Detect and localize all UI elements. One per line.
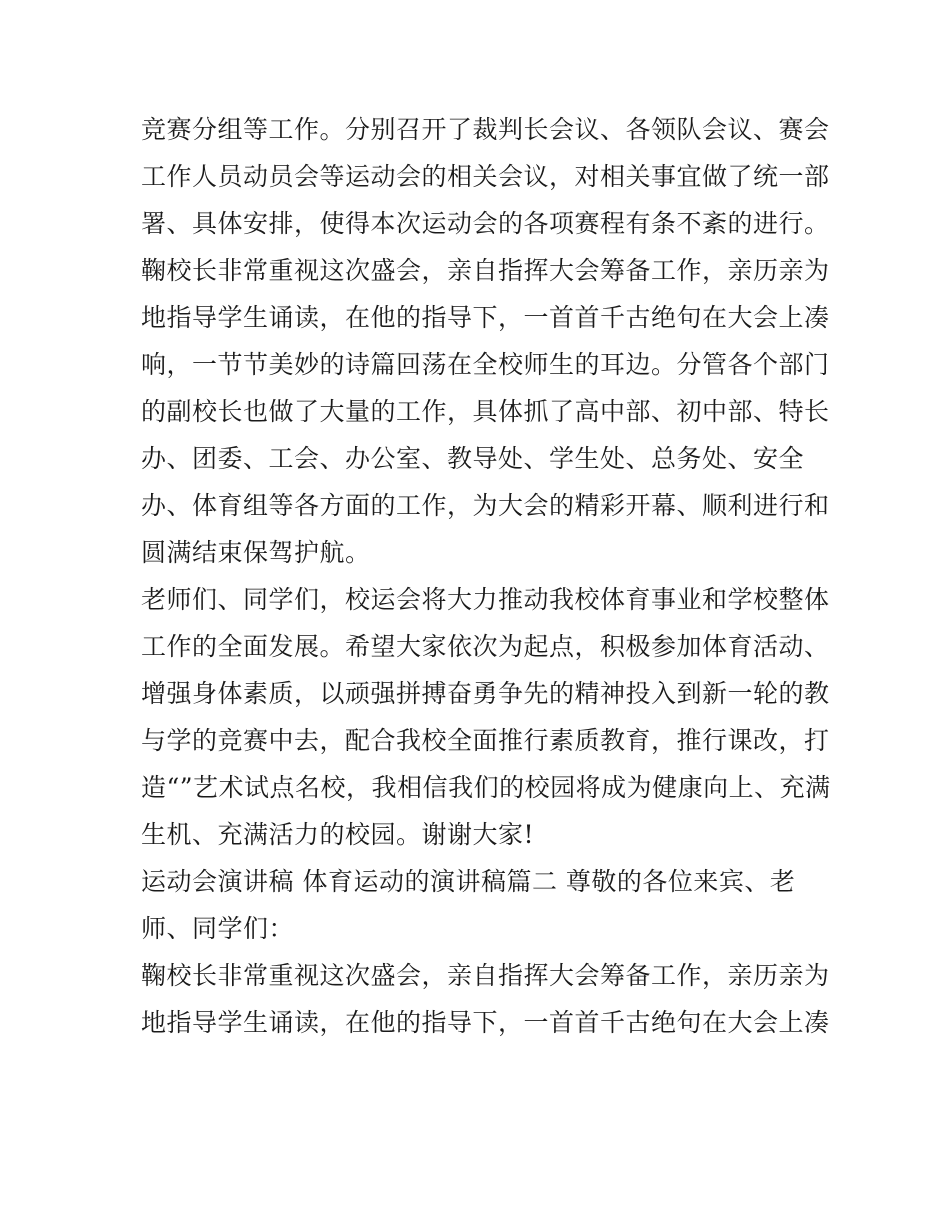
- text-line: 生机、充满活力的校园。谢谢大家!: [141, 820, 535, 849]
- text-line: 署、具体安排，使得本次运动会的各项赛程有条不紊的进行。: [141, 209, 830, 238]
- text-line: 的副校长也做了大量的工作，具体抓了高中部、初中部、特长: [141, 397, 830, 426]
- text-line: 与学的竞赛中去，配合我校全面推行素质教育，推行课改，打: [141, 726, 830, 755]
- text-line: 圆满结束保驾护航。: [141, 538, 371, 567]
- text-line: 地指导学生诵读，在他的指导下，一首首千古绝句在大会上凑: [141, 303, 830, 332]
- text-line: 地指导学生诵读，在他的指导下，一首首千古绝句在大会上凑: [141, 1008, 830, 1037]
- text-line: 鞠校长非常重视这次盛会，亲自指挥大会筹备工作，亲历亲为: [141, 256, 830, 285]
- text-line: 增强身体素质，以顽强拼搏奋勇争先的精神投入到新一轮的教: [141, 679, 830, 708]
- text-line: 师、同学们：: [141, 914, 295, 943]
- text-line: 工作的全面发展。希望大家依次为起点，积极参加体育活动、: [141, 632, 830, 661]
- document-body: [141, 106, 831, 1046]
- text-line: 运动会演讲稿 体育运动的演讲稿篇二 尊敬的各位来宾、老: [141, 867, 796, 896]
- text-line: 工作人员动员会等运动会的相关会议，对相关事宜做了统一部: [141, 162, 830, 191]
- text-line: 竞赛分组等工作。分别召开了裁判长会议、各领队会议、赛会: [141, 115, 830, 144]
- text-line: 鞠校长非常重视这次盛会，亲自指挥大会筹备工作，亲历亲为: [141, 961, 830, 990]
- text-line: 老师们、同学们，校运会将大力推动我校体育事业和学校整体: [141, 585, 830, 614]
- text-line: 响，一节节美妙的诗篇回荡在全校师生的耳边。分管各个部门: [141, 350, 830, 379]
- text-line: 办、体育组等各方面的工作，为大会的精彩开幕、顺利进行和: [141, 491, 830, 520]
- text-line: 办、团委、工会、办公室、教导处、学生处、总务处、安全: [141, 444, 805, 473]
- text-line: 造“”艺术试点名校，我相信我们的校园将成为健康向上、充满: [141, 773, 831, 802]
